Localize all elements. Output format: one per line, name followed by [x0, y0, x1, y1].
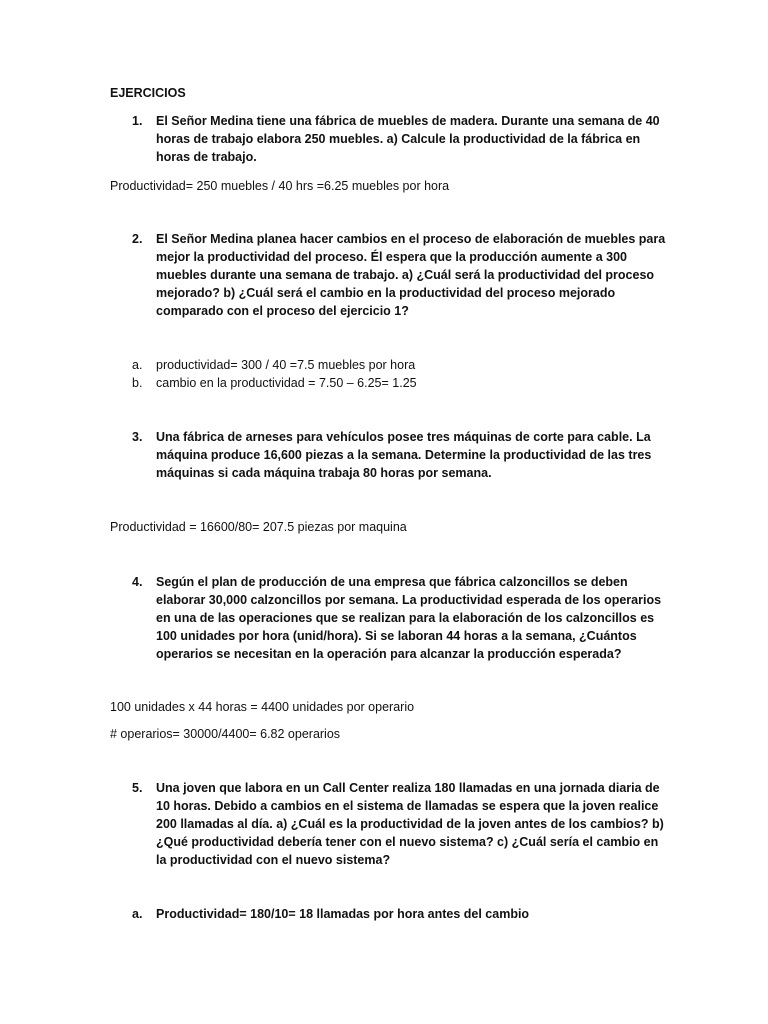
- answer-5a: [110, 905, 670, 923]
- answer-2b: [110, 374, 670, 392]
- page-heading: EJERCICIOS: [110, 86, 186, 100]
- exercise-number: 3.: [132, 430, 143, 444]
- exercise-3: [110, 428, 670, 482]
- exercise-number: 2.: [132, 232, 143, 246]
- answer-4-line1: 100 unidades x 44 horas = 4400 unidades por operario: [110, 700, 415, 714]
- answer-1: Productividad= 250 muebles / 40 hrs =6.25 muebles por hora: [110, 179, 450, 193]
- exercise-text: Según el plan de producción de una empresa que fábrica calzoncillos se deben elaborar 30,000 calzoncillos por semana. La productividad esperada de los operarios en una de las operaciones que se realizan para la elaboración de los calzoncillos es 100 unidades por hora (unid/hora). Si se laboran 44 horas a la semana, ¿Cuántos operarios se necesitan en la operación para alcanzar la producción esperada?: [156, 575, 662, 661]
- answer-3: Productividad = 16600/80= 207.5 piezas por maquina: [110, 520, 407, 534]
- exercise-number: 1.: [132, 114, 143, 128]
- exercise-2: [110, 230, 670, 320]
- answer-label: b.: [132, 376, 143, 390]
- exercise-text: Una joven que labora en un Call Center realiza 180 llamadas en una jornada diaria de 10 horas. Debido a cambios en el sistema de llamadas se espera que la joven realice 200 llamadas al día. a) ¿Cuál es la productividad de la joven antes de los cambios? b) ¿Qué productividad debería tener con el nuevo sistema? c) ¿Cuál sería el cambio en la productividad con el nuevo sistema?: [156, 781, 664, 867]
- exercise-text: Una fábrica de arneses para vehículos posee tres máquinas de corte para cable. La máquina produce 16,600 piezas a la semana. Determine la productividad de las tres máquinas si cada máquina trabaja 80 horas por semana.: [156, 430, 652, 480]
- exercise-1: [110, 112, 670, 166]
- answer-text: productividad= 300 / 40 =7.5 muebles por hora: [156, 358, 416, 372]
- answer-text: Productividad= 180/10= 18 llamadas por hora antes del cambio: [156, 907, 530, 921]
- exercise-text: El Señor Medina tiene una fábrica de muebles de madera. Durante una semana de 40 horas de trabajo elabora 250 muebles. a) Calcule la productividad de la fábrica en horas de trabajo.: [156, 114, 660, 164]
- answer-text: cambio en la productividad = 7.50 – 6.25= 1.25: [156, 376, 417, 390]
- answer-label: a.: [132, 907, 143, 921]
- answer-2a: [110, 356, 670, 374]
- exercise-5: [110, 779, 670, 869]
- answer-4-line2: # operarios= 30000/4400= 6.82 operarios: [110, 727, 341, 741]
- answer-label: a.: [132, 358, 143, 372]
- exercise-text: El Señor Medina planea hacer cambios en el proceso de elaboración de muebles para mejor la productividad del proceso. Él espera que la producción aumente a 300 muebles durante una semana de trabajo. a) ¿Cuál será la productividad del proceso mejorado? b) ¿Cuál será el cambio en la productividad del proceso mejorado comparado con el proceso del ejercicio 1?: [156, 232, 666, 318]
- exercise-number: 5.: [132, 781, 143, 795]
- exercise-4: [110, 573, 670, 663]
- exercise-number: 4.: [132, 575, 143, 589]
